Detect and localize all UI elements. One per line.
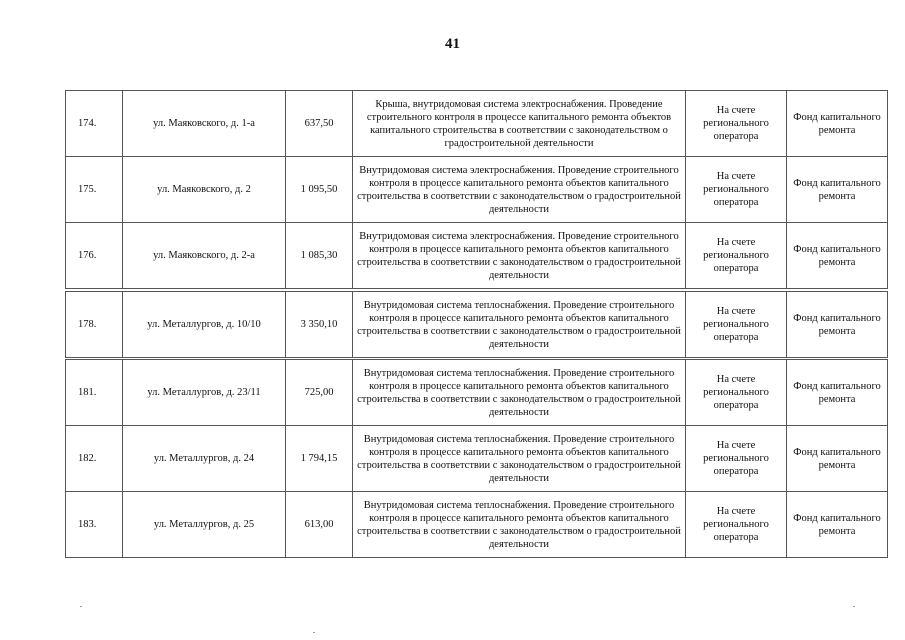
cost-cell: 1 794,15: [286, 426, 353, 492]
row-number: 176.: [66, 223, 123, 289]
work-description-cell: Внутридомовая система теплоснабжения. Проведение строительного контроля в процессе капитального ремонта объектов капитального строительства в соответствии с законодательством о градостроительной деятельности: [353, 360, 686, 426]
cost-cell: 725,00: [286, 360, 353, 426]
account-cell: На счете регионального оператора: [686, 360, 787, 426]
cost-cell: 3 350,10: [286, 292, 353, 358]
table-row: [66, 157, 888, 223]
account-cell: На счете регионального оператора: [686, 223, 787, 289]
cost-cell: 637,50: [286, 91, 353, 157]
fund-cell: Фонд капитального ремонта: [787, 360, 888, 426]
work-description-cell: Внутридомовая система электроснабжения. Проведение строительного контроля в процессе капитального ремонта объектов капитального строительства в соответствии с законодательством о градостроительной деятельности: [353, 223, 686, 289]
account-cell: На счете регионального оператора: [686, 292, 787, 358]
work-description-cell: Внутридомовая система теплоснабжения. Проведение строительного контроля в процессе капитального ремонта объектов капитального строительства в соответствии с законодательством о градостроительной деятельности: [353, 426, 686, 492]
repair-table-part-1: [65, 90, 888, 289]
table-row: [66, 223, 888, 289]
row-number: 178.: [66, 292, 123, 358]
account-cell: На счете регионального оператора: [686, 91, 787, 157]
scan-speck: [853, 606, 855, 607]
scan-speck: [80, 606, 82, 607]
fund-cell: Фонд капитального ремонта: [787, 157, 888, 223]
fund-cell: Фонд капитального ремонта: [787, 426, 888, 492]
cost-cell: 613,00: [286, 492, 353, 558]
table-row: [66, 91, 888, 157]
work-description-cell: Крыша, внутридомовая система электроснабжения. Проведение строительного контроля в процессе капитального ремонта объектов капитального строительства в соответствии с законодательством о градостроительной деятельности: [353, 91, 686, 157]
work-description-cell: Внутридомовая система теплоснабжения. Проведение строительного контроля в процессе капитального ремонта объектов капитального строительства в соответствии с законодательством о градостроительной деятельности: [353, 292, 686, 358]
account-cell: На счете регионального оператора: [686, 157, 787, 223]
row-number: 182.: [66, 426, 123, 492]
fund-cell: Фонд капитального ремонта: [787, 492, 888, 558]
fund-cell: Фонд капитального ремонта: [787, 91, 888, 157]
work-description-cell: Внутридомовая система электроснабжения. Проведение строительного контроля в процессе капитального ремонта объектов капитального строительства в соответствии с законодательством о градостроительной деятельности: [353, 157, 686, 223]
repair-table-part-3: [65, 359, 888, 558]
table-row: [66, 492, 888, 558]
fund-cell: Фонд капитального ремонта: [787, 292, 888, 358]
table-row: [66, 360, 888, 426]
account-cell: На счете регионального оператора: [686, 492, 787, 558]
work-description-cell: Внутридомовая система теплоснабжения. Проведение строительного контроля в процессе капитального ремонта объектов капитального строительства в соответствии с законодательством о градостроительной деятельности: [353, 492, 686, 558]
scan-speck: [313, 632, 315, 633]
address-cell: ул. Металлургов, д. 23/11: [123, 360, 286, 426]
page-number: 41: [445, 36, 460, 52]
address-cell: ул. Металлургов, д. 24: [123, 426, 286, 492]
address-cell: ул. Маяковского, д. 1-а: [123, 91, 286, 157]
address-cell: ул. Маяковского, д. 2-а: [123, 223, 286, 289]
row-number: 175.: [66, 157, 123, 223]
repair-table-part-2: [65, 291, 888, 358]
row-number: 174.: [66, 91, 123, 157]
table-row: [66, 426, 888, 492]
address-cell: ул. Металлургов, д. 10/10: [123, 292, 286, 358]
row-number: 183.: [66, 492, 123, 558]
account-cell: На счете регионального оператора: [686, 426, 787, 492]
fund-cell: Фонд капитального ремонта: [787, 223, 888, 289]
address-cell: ул. Металлургов, д. 25: [123, 492, 286, 558]
address-cell: ул. Маяковского, д. 2: [123, 157, 286, 223]
row-number: 181.: [66, 360, 123, 426]
cost-cell: 1 095,50: [286, 157, 353, 223]
cost-cell: 1 085,30: [286, 223, 353, 289]
table-row: [66, 292, 888, 358]
